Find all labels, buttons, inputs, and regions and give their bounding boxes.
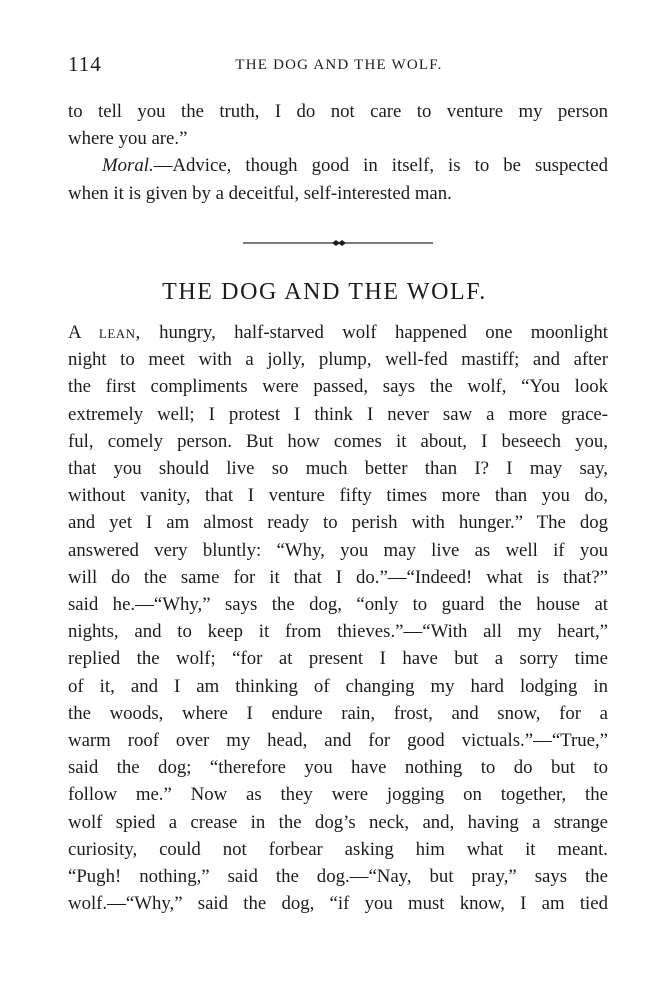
moral-line xyxy=(68,152,608,179)
first-line-rest: hungry, half-starved wolf happened one moonlight xyxy=(140,322,608,343)
text-line: without vanity, that I venture fifty times more than you do, xyxy=(68,485,608,507)
text-line: night to meet with a jolly, plump, well-fed mastiff; and after xyxy=(68,349,608,371)
page-number: 114 xyxy=(68,52,102,76)
text-line: “Pugh! nothing,” said the dog.—“Nay, but pray,” says the xyxy=(68,866,608,888)
text-line: will do the same for it that I do.”—“Indeed! what is that?” xyxy=(68,566,608,588)
moral-line: when it is given by a deceitful, self-interested man. xyxy=(68,182,452,204)
text-line: nights, and to keep it from thieves.”—“With all my heart,” xyxy=(68,621,608,643)
text-line: and yet I am almost ready to perish with hunger.” The dog xyxy=(68,512,608,534)
rule-diamond-right xyxy=(338,240,346,246)
text-line: where you are.” xyxy=(68,128,188,150)
story-body xyxy=(68,319,608,917)
running-title: THE DOG AND THE WOLF. xyxy=(235,57,443,73)
first-line xyxy=(68,319,608,346)
text-line: answered very bluntly: “Why, you may live as well if you xyxy=(68,539,608,561)
text-line: said the dog; “therefore you have nothing to do but to xyxy=(68,757,608,779)
text-line: curiosity, could not forbear asking him what it meant. xyxy=(68,838,608,860)
text-line: warm roof over my head, and for good victuals.”—“True,” xyxy=(68,730,608,752)
text-line: ful, comely person. But how comes it about, I beseech you, xyxy=(68,430,608,452)
previous-fable-ending xyxy=(68,98,608,207)
text-line: the first compliments were passed, says the wolf, “You look xyxy=(68,376,608,398)
moral-text: —Advice, though good in itself, is to be suspected xyxy=(153,155,608,177)
initial-letter: A xyxy=(68,322,81,343)
text-line: follow me.” Now as they were jogging on together, the xyxy=(68,784,608,806)
text-line: wolf spied a crease in the dog’s neck, and, having a strange xyxy=(68,811,608,833)
text-line: replied the wolf; “for at present I have but a sorry time xyxy=(68,648,608,670)
story-title: THE DOG AND THE WOLF. xyxy=(162,279,487,305)
text-line: the woods, where I endure rain, frost, and snow, for a xyxy=(68,702,608,724)
text-line: wolf.—“Why,” said the dog, “if you must know, I am tied xyxy=(68,893,608,915)
text-line: that you should live so much better than I? I may say, xyxy=(68,458,608,480)
ornamental-rule xyxy=(243,232,433,254)
text-line: of it, and I am thinking of changing my hard lodging in xyxy=(68,675,608,697)
text-line: to tell you the truth, I do not care to venture my person xyxy=(68,101,608,122)
text-line: said he.—“Why,” says the dog, “only to guard the house at xyxy=(68,594,608,616)
text-line: extremely well; I protest I think I never saw a more grace- xyxy=(68,403,608,425)
moral-label: Moral. xyxy=(102,155,154,177)
page-header xyxy=(68,52,580,82)
smallcaps-word: lean, xyxy=(98,322,141,343)
